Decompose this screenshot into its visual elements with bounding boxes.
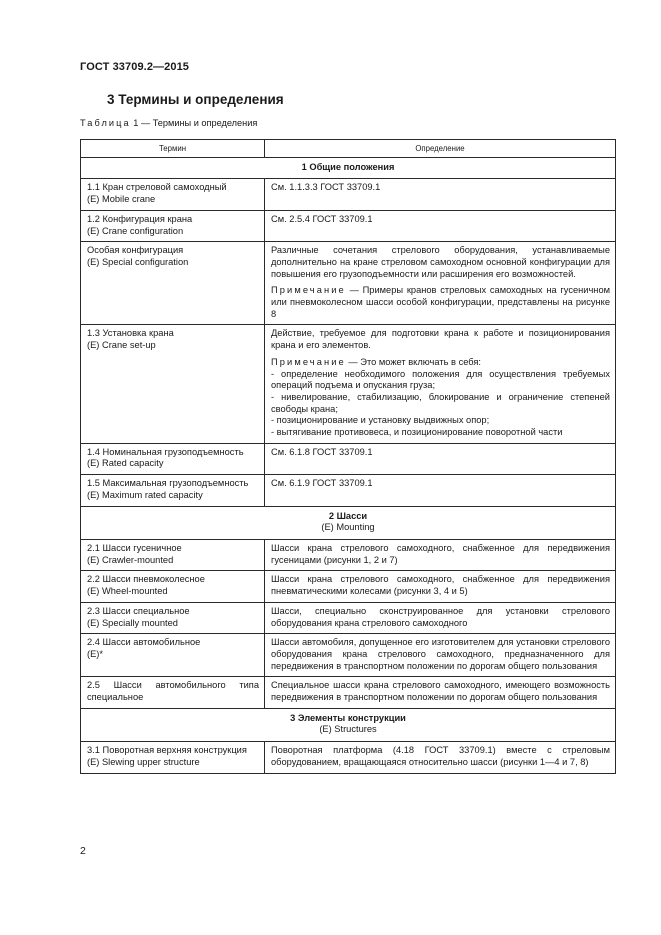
table-caption-number: 1 (133, 118, 139, 128)
table-row (81, 742, 616, 773)
note-label: Примечание (271, 356, 346, 367)
note-item: - определение необходимого положения для осуществления требуемых операций подъема и опускания груза; (271, 368, 610, 391)
term-en: (E) Wheel-mounted (87, 586, 168, 597)
table-row (81, 539, 616, 570)
section-subtitle-3: (E) Structures (319, 724, 377, 735)
term-cell (81, 475, 265, 506)
term-cell (81, 571, 265, 602)
section-title-1: 1 Общие положения (301, 161, 395, 172)
definition-cell (265, 539, 616, 570)
term-cell (81, 179, 265, 210)
definition-cell (265, 443, 616, 474)
term: 1.1 Кран стреловой самоходный (87, 182, 227, 193)
note-text: — Это может включать в себя: (345, 356, 482, 367)
note-item: - вытягивание противовеса, и позиционирование поворотной части (271, 427, 563, 438)
term-cell (81, 242, 265, 325)
definition-cell (265, 179, 616, 210)
term-en: (E) Maximum rated capacity (87, 489, 203, 500)
term-cell (81, 742, 265, 773)
table-row (81, 602, 616, 633)
section-cell (81, 506, 616, 539)
definition-cell (265, 325, 616, 443)
note-text: — Примеры кранов стреловых самоходных на гусеничном или пневмоколесном шасси особой конфигурации, представлены на рисунке 8 (271, 285, 610, 319)
term-en: (E) Slewing upper structure (87, 756, 200, 767)
term-cell (81, 677, 265, 708)
terms-table (80, 139, 616, 774)
definition-cell (265, 475, 616, 506)
table-row (81, 634, 616, 677)
definition: Шасси крана стрелового самоходного, снабженное для передвижения пневматическими колесами (рисунки 3, 4 и 5) (271, 574, 610, 597)
definition-cell (265, 602, 616, 633)
table-row (81, 571, 616, 602)
section-title-2: 2 Шасси (328, 510, 368, 521)
table-row (81, 242, 616, 325)
term: 1.3 Установка крана (87, 328, 174, 339)
table-caption (80, 118, 257, 128)
term-cell (81, 539, 265, 570)
term: 3.1 Поворотная верхняя конструкция (87, 745, 247, 756)
section-row (81, 157, 616, 179)
table-caption-label: Таблица (80, 118, 131, 128)
note (271, 357, 610, 369)
term: Особая конфигурация (87, 245, 184, 256)
term-en: (E)* (87, 648, 104, 659)
term-en: (E) Crawler-mounted (87, 554, 174, 565)
definition-cell (265, 677, 616, 708)
section-subtitle-2: (E) Mounting (321, 522, 375, 533)
definition-cell (265, 571, 616, 602)
definition: Шасси крана стрелового самоходного, снабженное для передвижения гусеницами (рисунки 1, 2 и 7) (271, 542, 610, 565)
term-cell (81, 210, 265, 241)
term: 1.2 Конфигурация крана (87, 213, 193, 224)
section-cell (81, 157, 616, 179)
term-cell (81, 443, 265, 474)
definition: Шасси автомобиля, допущенное его изготовителем для установки стрелового оборудования крана стрелового самоходного, предназначенного для передвижения в транспортном положении по дорогам общего пользования (271, 637, 610, 671)
term-en: (E) Rated capacity (87, 458, 164, 469)
term-en: (E) Specially mounted (87, 617, 178, 628)
table-row (81, 210, 616, 241)
term: 2.2 Шасси пневмоколесное (87, 574, 205, 585)
term: 1.5 Максимальная грузоподъемность (87, 478, 249, 489)
term-cell (81, 634, 265, 677)
column-header-term: Термин (81, 140, 265, 158)
definition: См. 2.5.4 ГОСТ 33709.1 (271, 213, 373, 224)
definition: Действие, требуемое для подготовки крана к работе и позиционирования крана и его элементов. (271, 328, 610, 351)
definition: См. 6.1.9 ГОСТ 33709.1 (271, 478, 373, 489)
definition: Различные сочетания стрелового оборудования, устанавливаемые дополнительно на кране стреловом самоходном основной конфигурации для повышения его грузоподъемности или расширения его возможностей. (271, 245, 610, 279)
definition: Поворотная платформа (4.18 ГОСТ 33709.1) вместе с стреловым оборудованием, вращающаяся относительно шасси (рисунки 1—4 и 7, 8) (271, 745, 610, 767)
term-en: (E) Special configuration (87, 256, 189, 267)
term: 1.4 Номинальная грузоподъемность (87, 446, 244, 457)
term: 2.5 Шасси автомобильного типа специальное (87, 680, 259, 703)
term-cell (81, 325, 265, 443)
page-number: 2 (80, 845, 86, 857)
table-row (81, 443, 616, 474)
term-en: (E) Mobile crane (87, 194, 156, 205)
section-title: 3 Термины и определения (107, 92, 284, 107)
term-cell (81, 602, 265, 633)
document-id: ГОСТ 33709.2—2015 (80, 61, 190, 73)
term-en: (E) Crane set-up (87, 340, 156, 351)
table-caption-text: — Термины и определения (138, 118, 258, 128)
table-header-row (81, 140, 616, 158)
note-item: - позиционирование и установку выдвижных опор; (271, 415, 490, 426)
note-item: - нивелирование, стабилизацию, блокирование и ограничение степеней свободы крана; (271, 391, 610, 414)
note (271, 285, 610, 320)
column-header-definition: Определение (265, 140, 616, 158)
definition: Шасси, специально сконструированное для установки стрелового оборудования крана стрелового самоходного (271, 605, 610, 628)
note-label: Примечание (271, 285, 346, 296)
definition-cell (265, 242, 616, 325)
term: 2.1 Шасси гусеничное (87, 542, 182, 553)
definition-cell (265, 634, 616, 677)
definition-cell (265, 210, 616, 241)
section-row (81, 708, 616, 741)
table-row (81, 179, 616, 210)
definition-cell (265, 742, 616, 773)
table-row (81, 677, 616, 708)
section-row (81, 506, 616, 539)
section-title-3: 3 Элементы конструкции (290, 712, 406, 723)
definition: Специальное шасси крана стрелового самоходного, имеющего возможность передвижения в транспортном положении по дорогам общего пользования (271, 680, 610, 703)
table-row (81, 475, 616, 506)
definition: См. 1.1.3.3 ГОСТ 33709.1 (271, 182, 381, 193)
definition: См. 6.1.8 ГОСТ 33709.1 (271, 446, 373, 457)
term: 2.4 Шасси автомобильное (87, 637, 201, 648)
term-en: (E) Crane configuration (87, 225, 184, 236)
term: 2.3 Шасси специальное (87, 605, 190, 616)
table-row (81, 325, 616, 443)
section-cell (81, 708, 616, 741)
